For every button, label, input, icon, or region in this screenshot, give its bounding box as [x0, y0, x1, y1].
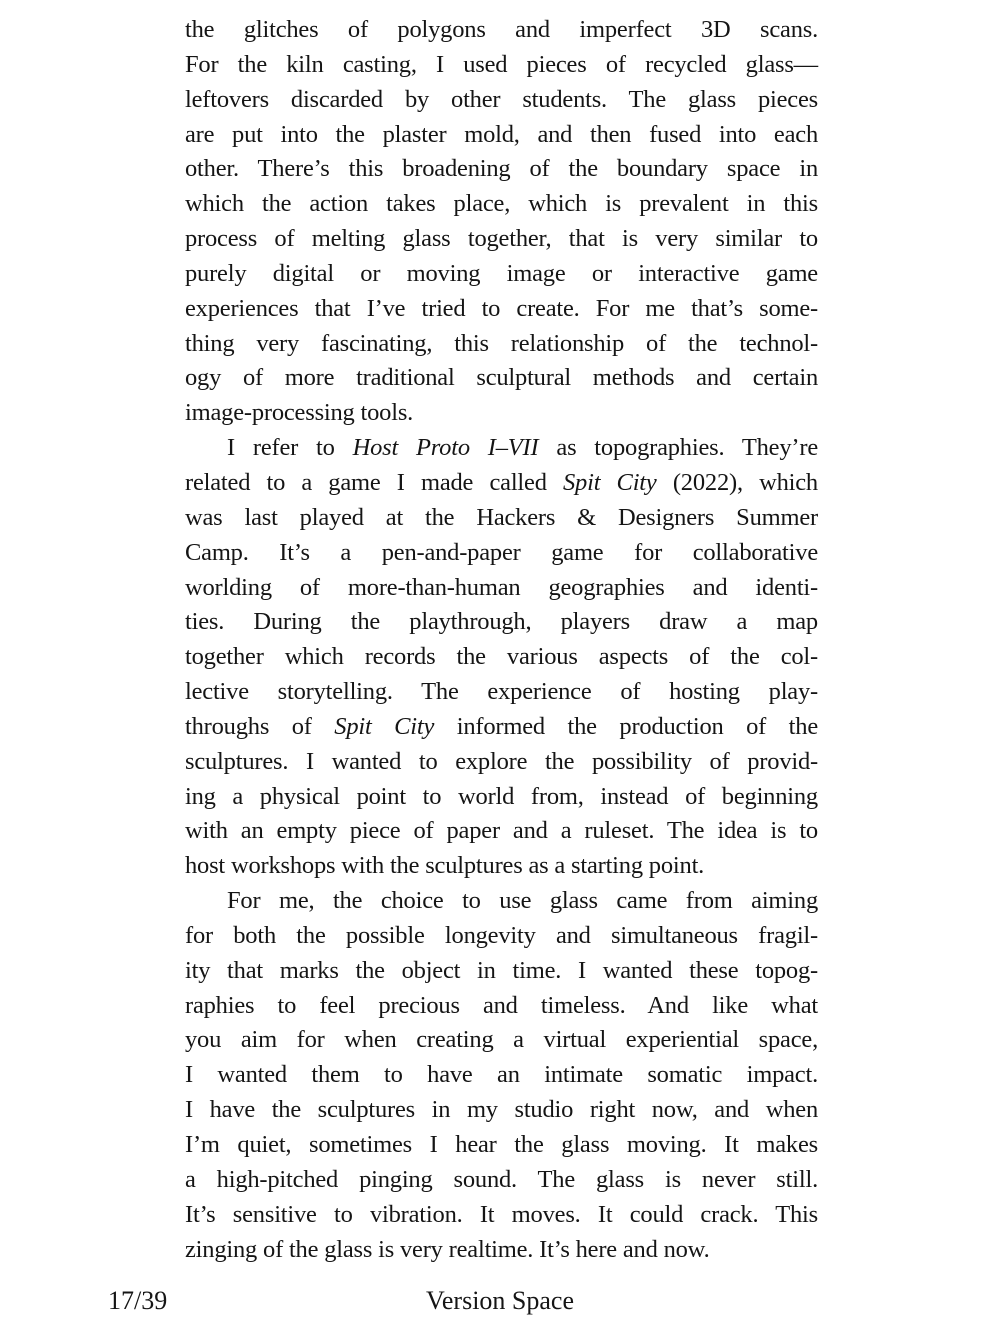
paragraph: [185, 431, 818, 884]
text-line: for both the possible longevity and simultaneous fragil-: [185, 921, 818, 949]
text-line: For the kiln casting, I used pieces of recycled glass—: [185, 50, 818, 78]
text-line: sculptures. I wanted to explore the possibility of provid-: [185, 747, 818, 775]
text-column: [185, 13, 818, 1267]
text-line: I’m quiet, sometimes I hear the glass moving. It makes: [185, 1131, 818, 1158]
text-line: throughs of Spit City informed the production of the: [185, 712, 818, 740]
page-footer: [0, 1286, 1000, 1326]
text-line: ogy of more traditional sculptural methods and certain: [185, 364, 818, 392]
text-line: was last played at the Hackers & Designers Summer: [185, 503, 818, 531]
text-line: raphies to feel precious and timeless. And like what: [185, 991, 818, 1019]
text-line: purely digital or moving image or interactive game: [185, 259, 818, 287]
text-line: host workshops with the sculptures as a starting point.: [185, 852, 705, 880]
text-line: Camp. It’s a pen-and-paper game for collaborative: [185, 538, 818, 566]
text-line: are put into the plaster mold, and then fused into each: [185, 120, 818, 148]
text-line: ity that marks the object in time. I wanted these topog-: [185, 956, 818, 984]
text-line: which the action takes place, which is prevalent in this: [185, 190, 818, 218]
text-line: together which records the various aspects of the col-: [185, 643, 818, 671]
running-title: Version Space: [425, 1286, 574, 1315]
text-line: I have the sculptures in my studio right now, and when: [185, 1096, 818, 1124]
text-line: ing a physical point to world from, instead of beginning: [185, 782, 818, 810]
text-line: I wanted them to have an intimate somatic impact.: [185, 1061, 818, 1089]
paragraph: [185, 884, 818, 1267]
text-line: process of melting glass together, that is very similar to: [185, 225, 818, 253]
text-line: image-processing tools.: [185, 399, 414, 427]
text-line: ties. During the playthrough, players draw a map: [185, 608, 818, 636]
text-line: you aim for when creating a virtual experiential space,: [185, 1026, 818, 1054]
text-line: experiences that I’ve tried to create. For me that’s some-: [185, 294, 818, 322]
text-line: zinging of the glass is very realtime. It’s here and now.: [185, 1235, 710, 1263]
paragraph: [185, 13, 818, 431]
text-line: thing very fascinating, this relationship of the technol-: [185, 329, 818, 357]
page-number: 17/39: [108, 1286, 168, 1315]
text-line: related to a game I made called Spit City (2022), which: [185, 468, 818, 496]
text-line: I refer to Host Proto I–VII as topographies. They’re: [227, 434, 818, 462]
text-line: a high-pitched pinging sound. The glass is never still.: [185, 1165, 818, 1193]
text-line: the glitches of polygons and imperfect 3D scans.: [185, 16, 818, 43]
text-line: other. There’s this broadening of the boundary space in: [185, 155, 818, 183]
text-line: with an empty piece of paper and a ruleset. The idea is to: [185, 817, 818, 845]
text-line: worlding of more-than-human geographies and identi-: [185, 573, 818, 601]
text-line: lective storytelling. The experience of hosting play-: [185, 678, 818, 706]
text-line: leftovers discarded by other students. The glass pieces: [185, 85, 818, 113]
text-line: For me, the choice to use glass came from aiming: [227, 887, 818, 915]
text-line: It’s sensitive to vibration. It moves. It could crack. This: [185, 1200, 818, 1228]
